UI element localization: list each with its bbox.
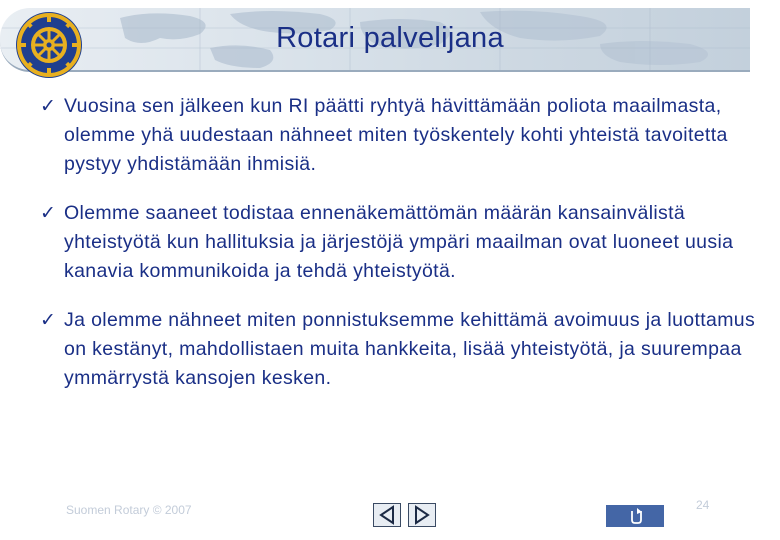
previous-slide-button[interactable] xyxy=(373,503,401,527)
page-number: 24 xyxy=(696,498,710,512)
checkmark-icon: ✓ xyxy=(40,95,56,117)
return-button[interactable] xyxy=(606,505,664,527)
page-title: Rotari palvelijana xyxy=(276,22,504,54)
list-item xyxy=(40,92,770,179)
next-slide-button[interactable] xyxy=(408,503,436,527)
list-item-text: Ja olemme nähneet miten ponnistuksemme kehittämä avoimuus ja luottamus on kestänyt, mahdollistaen muita hankkeita, lisää yhteistyötä, ja suurempaa ymmärrystä kansojen kesken. xyxy=(64,309,756,389)
list-item xyxy=(40,199,770,286)
checkmark-icon: ✓ xyxy=(40,309,56,331)
list-item-text: Olemme saaneet todistaa ennenäkemättömän määrän kansainvälistä yhteistyötä kun hallituksia ja järjestöjä ympäri maailman ovat luoneet uusia kanavia kommunikoida ja tehdä yhteistyötä. xyxy=(64,202,734,282)
checkmark-icon: ✓ xyxy=(40,202,56,224)
copyright-footer: Suomen Rotary © 2007 xyxy=(66,503,192,517)
return-arrow-icon xyxy=(606,505,664,527)
triangle-left-icon xyxy=(374,504,400,526)
list-item xyxy=(40,306,770,393)
list-item-text: Vuosina sen jälkeen kun RI päätti ryhtyä hävittämään poliota maailmasta, olemme yhä uudestaan nähneet miten työskentely kohti yhteistä tavoitetta pystyy yhdistämään ihmisiä. xyxy=(64,95,728,175)
bullet-list xyxy=(40,92,770,413)
triangle-right-icon xyxy=(409,504,435,526)
